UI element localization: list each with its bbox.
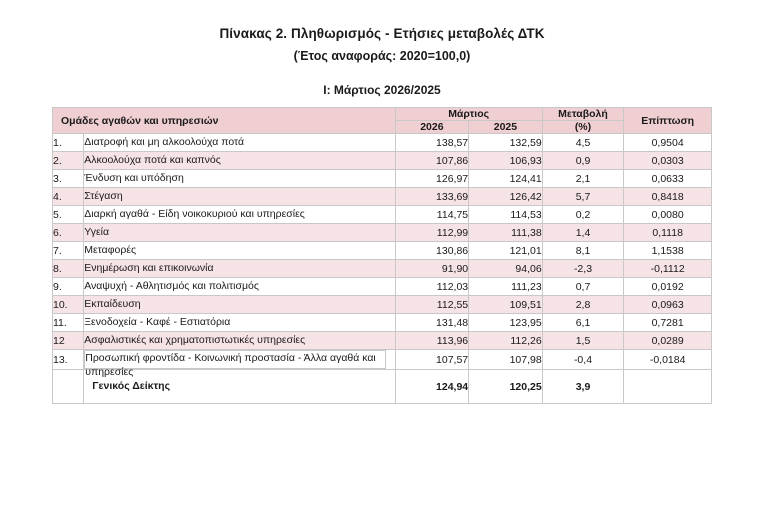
row-label: Ασφαλιστικές και χρηματοπιστωτικές υπηρεσίες [84,332,395,350]
row-impact: 0,0192 [624,278,712,296]
table-row [53,170,712,188]
row-label: Ένδυση και υπόδηση [84,170,395,188]
row-value-2025: 112,26 [469,332,543,350]
page-subtitle-reference-year: (Έτος αναφοράς: 2020=100,0) [293,49,471,63]
row-label: Αλκοολούχα ποτά και καπνός [84,152,395,170]
row-value-2026: 107,86 [395,152,469,170]
table-row [53,188,712,206]
header-period: Μάρτιος [395,108,542,121]
row-number: 4. [53,188,84,206]
row-label: Μεταφορές [84,242,395,260]
row-impact: 0,0303 [624,152,712,170]
header-year-2025: 2025 [469,121,543,134]
table-row [53,278,712,296]
row-value-2026: 91,90 [395,260,469,278]
row-number: 12 [53,332,84,350]
row-value-2026: 130,86 [395,242,469,260]
row-value-2025: 132,59 [469,134,543,152]
table-row [53,242,712,260]
row-change: 5,7 [542,188,624,206]
row-value-2026: 113,96 [395,332,469,350]
row-value-2026: 114,75 [395,206,469,224]
row-value-2026: 112,55 [395,296,469,314]
table-row [53,350,712,370]
row-label: Εκπαίδευση [84,296,395,314]
row-change: 6,1 [542,314,624,332]
row-change: 4,5 [542,134,624,152]
row-number: 8. [53,260,84,278]
row-number: 13. [53,350,84,370]
row-change: -2,3 [542,260,624,278]
row-value-2025: 126,42 [469,188,543,206]
total-value-2026: 124,94 [395,370,469,404]
row-change: 2,1 [542,170,624,188]
row-value-2025: 123,95 [469,314,543,332]
row-label: Διατροφή και μη αλκοολούχα ποτά [84,134,395,152]
table-row [53,206,712,224]
header-change: Μεταβολή [542,108,624,121]
table-row [53,296,712,314]
row-value-2026: 107,57 [395,350,469,370]
row-change: 2,8 [542,296,624,314]
table-row [53,332,712,350]
row-number: 6. [53,224,84,242]
row-number: 9. [53,278,84,296]
row-impact: 0,0080 [624,206,712,224]
row-change: 8,1 [542,242,624,260]
row-value-2025: 106,93 [469,152,543,170]
total-value-2025: 120,25 [469,370,543,404]
row-value-2025: 94,06 [469,260,543,278]
header-group-label: Ομάδες αγαθών και υπηρεσιών [53,108,396,134]
header-impact: Επίπτωση [624,108,712,134]
total-impact [624,370,712,404]
table-header-row-1 [53,108,712,121]
row-impact: 0,1118 [624,224,712,242]
table-row [53,134,712,152]
row-impact: 0,0633 [624,170,712,188]
table-row [53,260,712,278]
row-change: 0,9 [542,152,624,170]
table-total-row [53,370,712,404]
row-label: Στέγαση [84,188,395,206]
table-row [53,314,712,332]
row-value-2025: 109,51 [469,296,543,314]
row-value-2025: 111,38 [469,224,543,242]
row-value-2026: 138,57 [395,134,469,152]
row-label: Ενημέρωση και επικοινωνία [84,260,395,278]
row-impact: 0,0963 [624,296,712,314]
row-value-2026: 126,97 [395,170,469,188]
row-impact: -0,1112 [624,260,712,278]
row-label: Αναψυχή - Αθλητισμός και πολιτισμός [84,278,395,296]
row-number: 11. [53,314,84,332]
table-header [53,108,712,134]
row-value-2026: 131,48 [395,314,469,332]
row-value-2026: 112,03 [395,278,469,296]
row-number: 2. [53,152,84,170]
row-impact: 1,1538 [624,242,712,260]
total-number [53,370,84,404]
header-change-unit: (%) [542,121,624,134]
row-label: Προσωπική φροντίδα - Κοινωνική προστασία - Άλλα αγαθά και υπηρεσίες [84,350,386,369]
row-label: Διαρκή αγαθά - Είδη νοικοκυριού και υπηρεσίες [84,206,395,224]
row-value-2025: 121,01 [469,242,543,260]
row-impact: 0,9504 [624,134,712,152]
row-impact: 0,7281 [624,314,712,332]
row-impact: -0,0184 [624,350,712,370]
row-change: -0,4 [542,350,624,370]
inflation-table [52,107,712,404]
table-body [53,134,712,404]
row-value-2025: 107,98 [469,350,543,370]
section-heading: Ι: Μάρτιος 2026/2025 [323,83,441,97]
total-label: Γενικός Δείκτης [84,370,395,404]
row-number: 10. [53,296,84,314]
row-change: 0,2 [542,206,624,224]
row-number: 1. [53,134,84,152]
row-label: Ξενοδοχεία - Καφέ - Εστιατόρια [84,314,395,332]
row-value-2026: 133,69 [395,188,469,206]
row-value-2026: 112,99 [395,224,469,242]
row-impact: 0,0289 [624,332,712,350]
row-number: 5. [53,206,84,224]
row-number: 7. [53,242,84,260]
header-year-2026: 2026 [395,121,469,134]
row-change: 0,7 [542,278,624,296]
row-value-2025: 124,41 [469,170,543,188]
title-block [52,0,712,63]
table-row [53,224,712,242]
row-value-2025: 111,23 [469,278,543,296]
table-row [53,152,712,170]
row-value-2025: 114,53 [469,206,543,224]
row-change: 1,4 [542,224,624,242]
page-title: Πίνακας 2. Πληθωρισμός - Ετήσιες μεταβολές ΔΤΚ [219,26,545,41]
row-impact: 0,8418 [624,188,712,206]
row-number: 3. [53,170,84,188]
row-label: Υγεία [84,224,395,242]
total-change: 3,9 [542,370,624,404]
row-change: 1,5 [542,332,624,350]
